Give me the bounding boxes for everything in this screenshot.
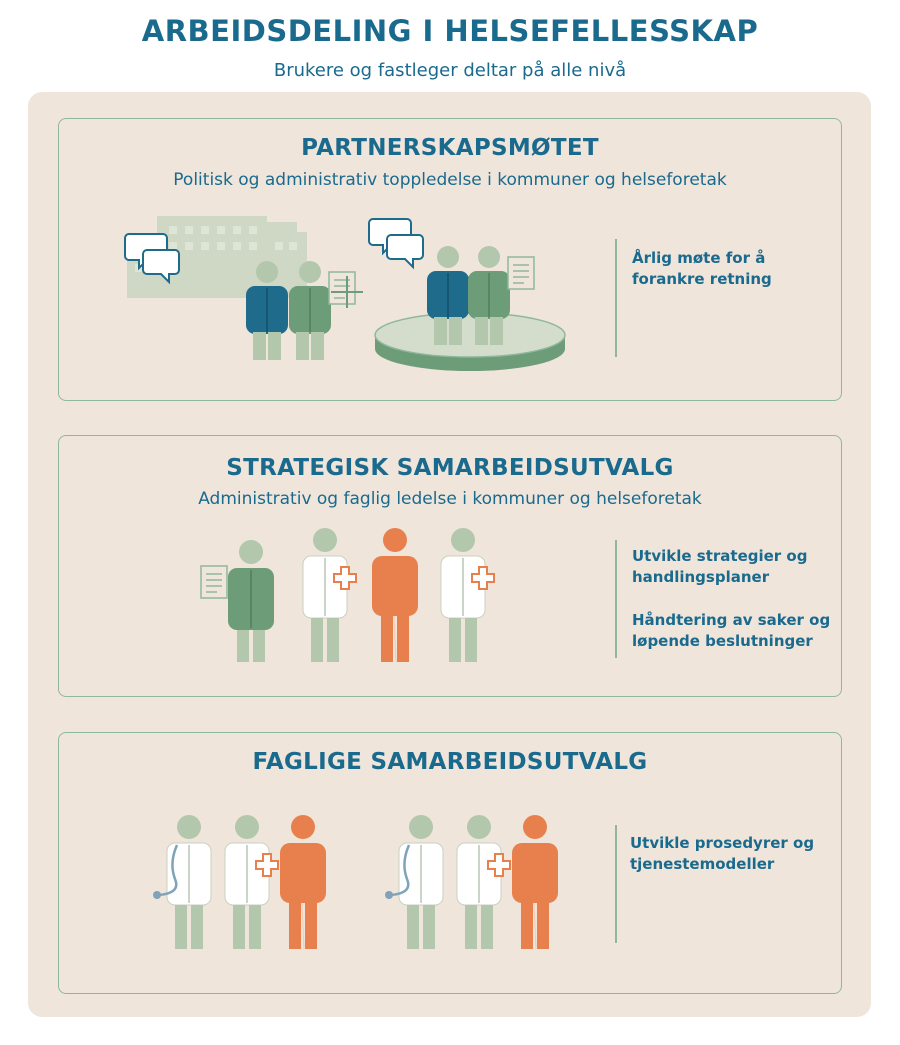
stethoscope-icon — [153, 845, 177, 899]
level-panel-strategisk — [58, 435, 842, 697]
building-meeting-illustration — [117, 214, 317, 374]
level-subtitle: Administrativ og faglig ledelse i kommuner og helseforetak — [198, 489, 702, 509]
level-note: Årlig møte for å forankre retning — [632, 249, 772, 288]
person-icon — [280, 815, 326, 949]
level-title: STRATEGISK SAMARBEIDSUTVALG — [226, 455, 674, 481]
doctor-icon — [303, 528, 347, 662]
level-panel-faglige — [58, 732, 842, 994]
professional-group-illustration — [149, 823, 329, 953]
note-divider — [615, 825, 617, 943]
level-title: FAGLIGE SAMARBEIDSUTVALG — [252, 749, 648, 775]
speech-bubbles-icon — [369, 219, 423, 267]
document-icon — [508, 257, 534, 289]
level-title: PARTNERSKAPSMØTET — [301, 135, 599, 161]
platform-meeting-illustration — [375, 217, 575, 377]
plus-icon — [329, 274, 365, 310]
professional-group-illustration — [381, 823, 561, 953]
level-subtitle: Politisk og administrativ toppledelse i kommuner og helseforetak — [173, 170, 727, 190]
note-divider — [615, 540, 617, 658]
strategic-group-illustration — [199, 536, 519, 666]
person-icon — [512, 815, 558, 949]
doctor-icon — [225, 815, 269, 949]
person-icon — [372, 528, 418, 662]
level-note: Håndtering av saker og løpende beslutninger — [632, 611, 831, 650]
page-subtitle: Brukere og fastleger deltar på alle nivå — [273, 60, 627, 81]
note-divider — [615, 239, 617, 357]
document-icon — [201, 566, 227, 598]
level-panel-partnerskapsmotet — [58, 118, 842, 401]
doctor-icon — [441, 528, 485, 662]
level-note: Utvikle prosedyrer og tjenestemodeller — [630, 834, 815, 873]
level-note: Utvikle strategier og handlingsplaner — [632, 547, 808, 586]
page-title: ARBEIDSDELING I HELSEFELLESSKAP — [141, 14, 759, 48]
platform-icon — [375, 313, 565, 371]
doctor-icon — [167, 815, 211, 949]
stethoscope-icon — [385, 845, 409, 899]
doctor-icon — [399, 815, 443, 949]
person-icon — [228, 540, 274, 662]
doctor-icon — [457, 815, 501, 949]
